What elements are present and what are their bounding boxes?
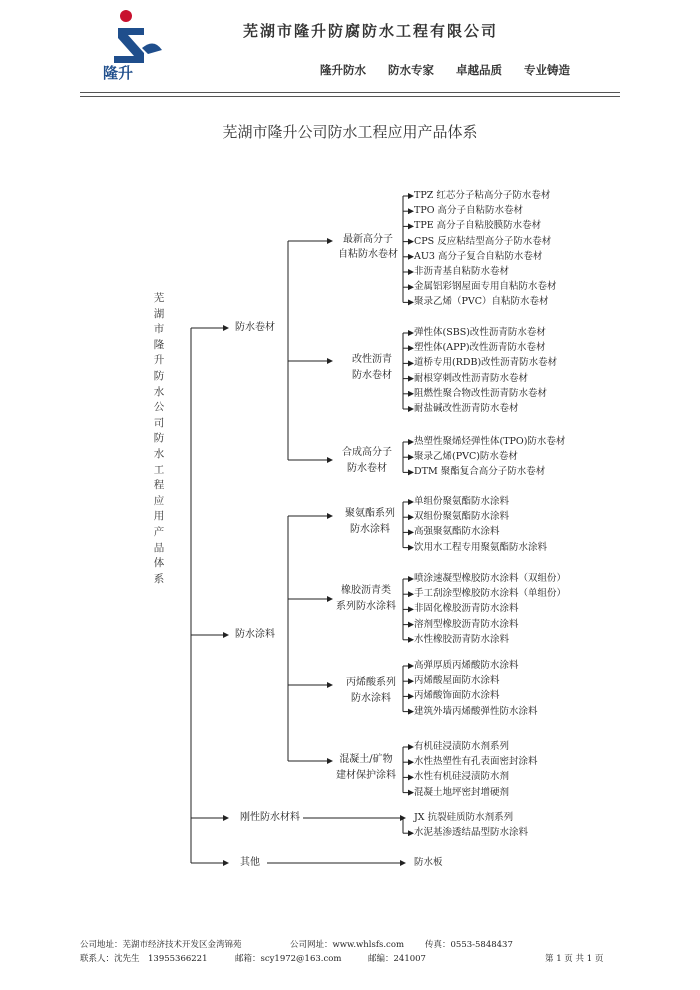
- category-membrane: 防水卷材: [235, 322, 275, 333]
- group-label-line: 防水涂料: [350, 524, 390, 535]
- product-item: 手工刮涂型橡胶防水涂料（单组份）: [414, 588, 567, 600]
- group-label-line: 混凝土/矿物: [339, 754, 393, 765]
- footer-address: 公司地址：芜湖市经济技术开发区金湾锦苑: [80, 940, 242, 950]
- group-label-line: 橡胶沥青类: [341, 585, 391, 596]
- footer-contact: 联系人：沈先生 13955366221: [80, 954, 208, 964]
- document-title: 芜湖市隆升公司防水工程应用产品体系: [222, 123, 478, 141]
- product-item: 金属铝彩钢屋面专用自粘防水卷材: [414, 281, 557, 293]
- product-item: TPO 高分子自粘防水卷材: [414, 205, 524, 217]
- group-label: [336, 754, 396, 782]
- product-item: AU3 高分子复合自粘防水卷材: [414, 250, 543, 262]
- slogan-item: 卓越品质: [456, 63, 503, 77]
- product-item: TPE 高分子自粘胶膜防水卷材: [414, 220, 542, 232]
- company-name: 芜湖市隆升防腐防水工程有限公司: [243, 22, 499, 40]
- logo-text: 隆升: [103, 64, 134, 82]
- footer-postcode: 邮编：241007: [368, 954, 426, 964]
- group-label-line: 系列防水涂料: [336, 601, 396, 612]
- group-label-line: 聚氨酯系列: [345, 508, 395, 519]
- product-item: 丙烯酸饰面防水涂料: [414, 690, 500, 702]
- product-item: 聚录乙烯（PVC）自粘防水卷材: [414, 296, 549, 308]
- product-item: 饮用水工程专用聚氨酯防水涂料: [414, 541, 548, 553]
- product-item: 水性有机硅浸渍防水剂: [414, 771, 510, 783]
- category-coating: 防水涂料: [235, 629, 275, 640]
- footer-website: 公司网址：www.whlsfs.com: [290, 940, 404, 950]
- product-item: 单组份聚氨酯防水涂料: [414, 496, 510, 507]
- group-label-line: 改性沥青: [352, 354, 392, 365]
- product-item: 聚录乙烯(PVC)防水卷材: [414, 451, 518, 463]
- footer-page-number: 第 1 页 共 1 页: [545, 954, 604, 964]
- product-item: 建筑外墙丙烯酸弹性防水涂料: [414, 705, 538, 717]
- product-item: 喷涂速凝型橡胶防水涂料（双组份）: [414, 573, 567, 584]
- product-item: 双组份聚氨酯防水涂料: [414, 511, 510, 523]
- group-label-line: 自粘防水卷材: [338, 249, 398, 260]
- product-item: 防水板: [414, 857, 443, 868]
- group-label: [346, 677, 396, 705]
- product-item: 弹性体(SBS)改性沥青防水卷材: [414, 327, 546, 338]
- group-label-line: 最新高分子: [343, 234, 393, 245]
- product-item: DTM 聚酯复合高分子防水卷材: [414, 466, 546, 478]
- product-item: CPS 反应粘结型高分子防水卷材: [414, 235, 552, 247]
- product-item: 非固化橡胶沥青防水涂料: [414, 603, 519, 615]
- vertical-title: 芜湖市隆升防水公司防水工程应用产品体系: [153, 292, 165, 585]
- group-label: [352, 354, 392, 382]
- product-item: TPZ 红芯分子粘高分子防水卷材: [414, 190, 551, 201]
- group-label: [338, 234, 398, 261]
- group-label-line: 合成高分子: [342, 447, 392, 458]
- group-label-line: 防水涂料: [351, 693, 391, 704]
- slogan-item: 隆升防水: [320, 63, 366, 77]
- group-label-line: 丙烯酸系列: [346, 677, 396, 688]
- product-item: 热塑性聚烯烃弹性体(TPO)防水卷材: [414, 436, 566, 447]
- footer-email: 邮箱：scy1972@163.com: [235, 954, 342, 964]
- footer-fax: 传真：0553-5848437: [425, 940, 513, 950]
- category-rigid: 刚性防水材料: [240, 812, 300, 823]
- category-other: 其他: [240, 857, 260, 868]
- product-item: 有机硅浸渍防水剂系列: [414, 741, 510, 752]
- slogan-item: 专业铸造: [524, 63, 571, 77]
- product-item: JX 抗裂硅质防水剂系列: [414, 812, 514, 823]
- product-item: 耐根穿刺改性沥青防水卷材: [414, 372, 529, 384]
- product-item: 溶剂型橡胶沥青防水涂料: [414, 618, 519, 630]
- product-item: 耐盐碱改性沥青防水卷材: [414, 403, 519, 414]
- group-label: [345, 508, 395, 536]
- group-label: [336, 585, 396, 613]
- product-item: 丙烯酸屋面防水涂料: [414, 675, 500, 687]
- slogan-item: 防水专家: [388, 63, 435, 77]
- product-item: 非沥青基自粘防水卷材: [414, 266, 510, 277]
- product-item: 水性橡胶沥青防水涂料: [414, 633, 510, 645]
- group-label-line: 防水卷材: [352, 370, 392, 381]
- group-label-line: 防水卷材: [347, 463, 387, 474]
- product-item: 混凝土地坪密封增硬剂: [414, 786, 510, 798]
- product-item: 塑性体(APP)改性沥青防水卷材: [414, 342, 546, 354]
- product-item: 道桥专用(RDB)改性沥青防水卷材: [414, 357, 558, 369]
- group-label-line: 建材保护涂料: [336, 770, 396, 781]
- group-label: [342, 447, 392, 475]
- product-item: 水泥基渗透结晶型防水涂料: [414, 827, 529, 839]
- product-item: 高弹厚质丙烯酸防水涂料: [414, 660, 519, 671]
- product-item: 水性热塑性有孔表面密封涂料: [414, 756, 538, 768]
- product-item: 阻燃性聚合物改性沥青防水卷材: [414, 387, 548, 399]
- product-item: 高强聚氨酯防水涂料: [414, 526, 500, 538]
